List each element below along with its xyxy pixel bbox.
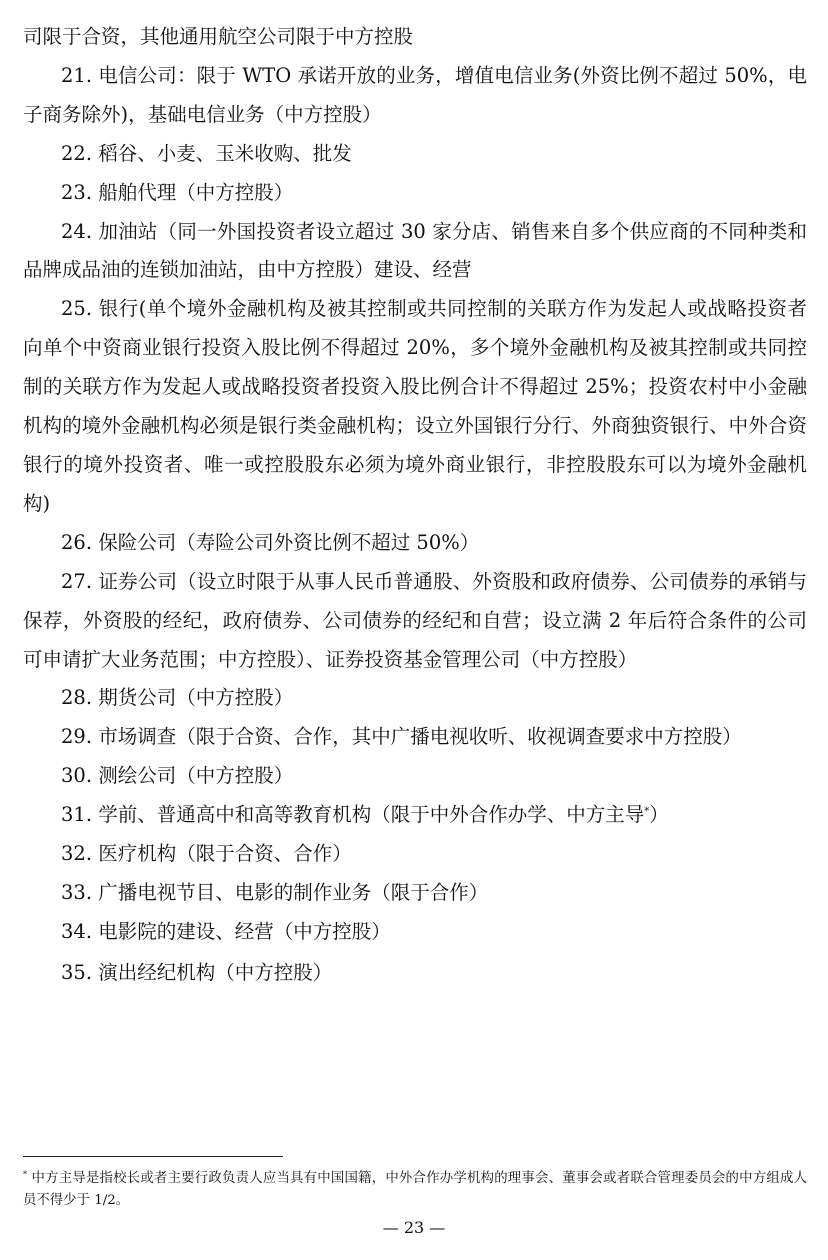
page-number: — 23 — — [382, 1218, 446, 1237]
footnote — [23, 1168, 807, 1212]
list-item-34-cinema: 34. 电影院的建设、经营（中方控股） — [61, 919, 391, 943]
footnote-text: 中方主导是指校长或者主要行政负责人应当具有中国国籍，中外合作办学机构的理事会、董事会或者联合管理委员会的中方组成人员不得少于 1/2。 — [23, 1171, 807, 1208]
list-item-31-education — [23, 796, 807, 835]
list-item-21-telecom: 21. 电信公司：限于 WTO 承诺开放的业务，增值电信业务(外资比例不超过 50%，电子商务除外)，基础电信业务（中方控股） — [23, 63, 807, 126]
list-item-23-shipping-agency: 23. 船舶代理（中方控股） — [61, 180, 294, 204]
list-item-32-medical: 32. 医疗机构（限于合资、合作） — [61, 842, 352, 866]
list-item-29-market-research: 29. 市场调查（限于合资、合作，其中广播电视收听、收视调查要求中方控股） — [61, 725, 742, 749]
list-item-35-performance: 35. 演出经纪机构（中方控股） — [61, 960, 333, 984]
footnote-reference: * — [644, 806, 650, 818]
list-item-31-close: ） — [649, 803, 669, 827]
list-item-33-broadcast: 33. 广播电视节目、电影的制作业务（限于合作） — [61, 880, 489, 904]
list-item-24-gas-station: 24. 加油站（同一外国投资者设立超过 30 家分店、销售来自多个供应商的不同种类和品牌成品油的连锁加油站，由中方控股）建设、经营 — [23, 219, 807, 282]
list-item-30-surveying: 30. 测绘公司（中方控股） — [61, 764, 294, 788]
list-item-27-securities: 27. 证券公司（设立时限于从事人民币普通股、外资股和政府债券、公司债券的承销与保荐，外资股的经纪，政府债券、公司债券的经纪和自营；设立满 2 年后符合条件的公司可申请扩大业务范围；中方控股）、证券投资基金管理公司（中方控股） — [23, 569, 807, 671]
list-item-25-bank: 25. 银行(单个境外金融机构及被其控制或共同控制的关联方作为发起人或战略投资者向单个中资商业银行投资入股比例不得超过 20%，多个境外金融机构及被其控制或共同控制的关联方作为发起人或战略投资者投资入股比例合计不得超过 25%；投资农村中小金融机构的境外金融机构必须是银行类金融机构；设立外国银行分行、外商独资银行、中外合资银行的境外投资者、唯一或控股股东必须为境外商业银行，非控股股东可以为境外金融机构) — [23, 297, 807, 515]
list-item-22-grain: 22. 稻谷、小麦、玉米收购、批发 — [61, 141, 352, 165]
footnote-divider — [23, 1156, 283, 1157]
footnote-marker: * — [23, 1170, 27, 1179]
list-item-28-futures: 28. 期货公司（中方控股） — [61, 686, 294, 710]
list-item-26-insurance: 26. 保险公司（寿险公司外资比例不超过 50%） — [61, 530, 480, 554]
paragraph-continuation: 司限于合资，其他通用航空公司限于中方控股 — [23, 25, 414, 48]
list-item-31-text: 31. 学前、普通高中和高等教育机构（限于中外合作办学、中方主导 — [61, 803, 645, 827]
document-body — [23, 18, 807, 993]
